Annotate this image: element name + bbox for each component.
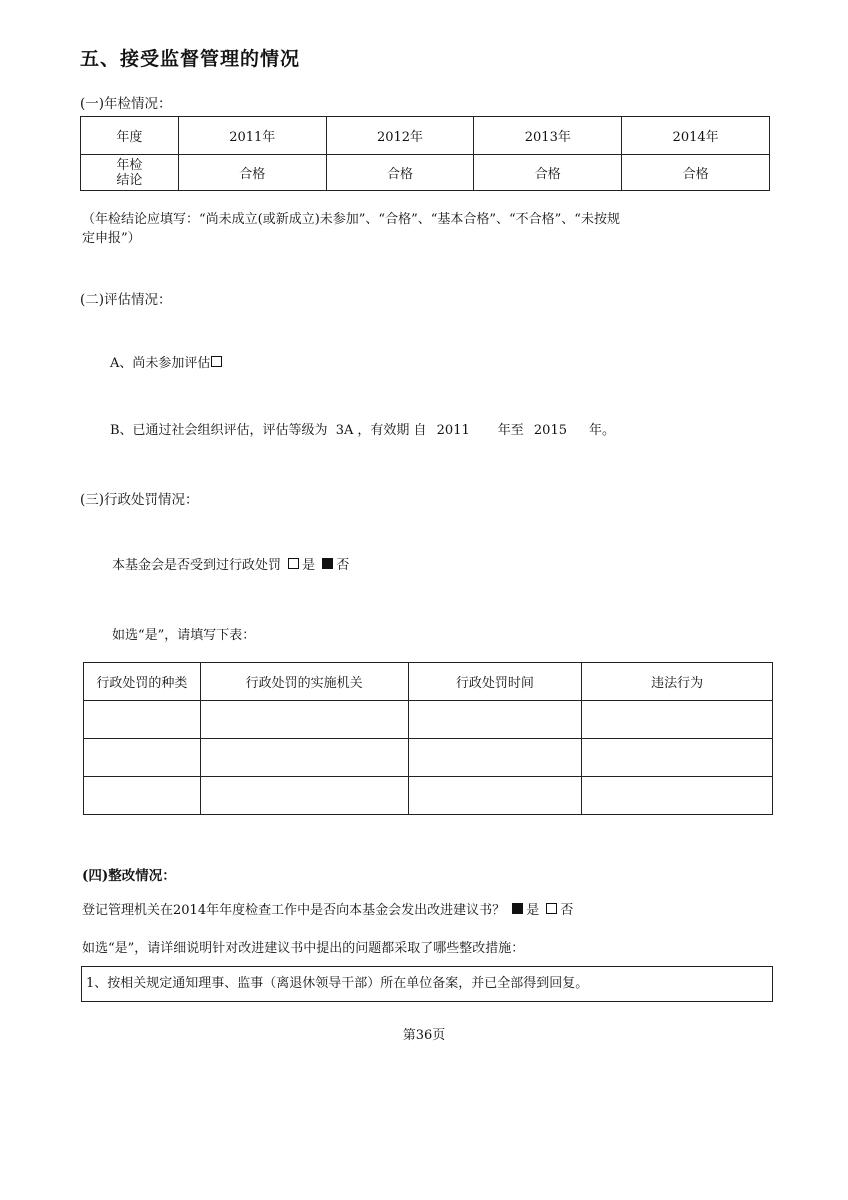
penalty-instruction: 如选“是”，请填写下表： [112,628,256,643]
option-a-label: A、尚未参加评估 [110,356,211,371]
rectification-yes-label: 是 [526,903,540,918]
result-cell: 合格 [178,155,326,191]
rectification-question: 登记管理机关在2014年年度检查工作中是否向本基金会发出改进建议书？ [82,903,506,918]
result-label: 年检 结论 [116,157,143,188]
table-cell[interactable] [84,739,201,777]
evaluation-heading: (二)评估情况： [80,292,172,308]
table-cell[interactable] [408,701,582,739]
rectification-measures-text: 1、按相关规定通知理事、监事（离退休领导干部）所在单位备案，并已全部得到回复。 [86,976,589,991]
inspection-note-line2: 定申报”） [82,231,141,246]
result-label-cell [81,155,179,191]
header-penalty-authority: 行政处罚的实施机关 [200,663,408,701]
table-cell[interactable] [84,777,201,815]
valid-to-year: 2015 [533,423,567,438]
header-violation: 违法行为 [582,663,773,701]
page-number: 第36页 [402,1028,446,1043]
result-cell: 合格 [326,155,474,191]
section-title: 五、接受监督管理的情况 [80,48,301,70]
penalty-table [83,662,773,815]
year-row [81,117,770,155]
penalty-question-line [112,554,349,573]
option-b-end: 年。 [589,423,616,438]
year-cell: 2012年 [326,117,474,155]
table-cell[interactable] [84,701,201,739]
result-row [81,155,770,191]
rectification-no-checkbox[interactable] [546,903,557,914]
penalty-no-label: 否 [336,558,350,573]
evaluation-option-a [110,352,225,371]
annual-inspection-heading: (一)年检情况： [80,96,172,112]
table-cell[interactable] [200,701,408,739]
annual-inspection-table [80,116,770,191]
rectification-heading: (四)整改情况： [82,868,176,884]
table-row [84,701,773,739]
table-row [84,777,773,815]
option-b-mid1: ，有效期 自 [357,423,427,438]
valid-from-year: 2011 [436,423,470,438]
header-penalty-type: 行政处罚的种类 [84,663,201,701]
year-cell: 2013年 [474,117,622,155]
penalty-yes-checkbox[interactable] [288,558,299,569]
penalty-question: 本基金会是否受到过行政处罚 [112,558,282,573]
table-cell[interactable] [200,739,408,777]
table-cell[interactable] [200,777,408,815]
table-cell[interactable] [582,777,773,815]
penalty-heading: (三)行政处罚情况： [80,492,199,508]
option-b-mid2: 年至 [497,423,524,438]
penalty-header-row [84,663,773,701]
penalty-yes-label: 是 [302,558,316,573]
table-cell[interactable] [582,739,773,777]
evaluation-grade: 3A [335,423,354,438]
header-penalty-time: 行政处罚时间 [408,663,582,701]
inspection-note-line1: （年检结论应填写：“尚未成立(或新成立)未参加”、“合格”、“基本合格”、“不合格”、“未按规 [82,212,620,227]
evaluation-option-b [110,419,615,438]
penalty-no-checkbox[interactable] [322,558,333,569]
table-cell[interactable] [408,777,582,815]
table-row [84,739,773,777]
table-cell[interactable] [408,739,582,777]
rectification-instruction: 如选“是”，请详细说明针对改进建议书中提出的问题都采取了哪些整改措施： [82,941,525,956]
result-cell: 合格 [474,155,622,191]
rectification-question-line [82,899,573,918]
option-b-prefix: B、已通过社会组织评估，评估等级为 [110,423,328,438]
rectification-no-label: 否 [560,903,574,918]
result-cell: 合格 [622,155,770,191]
year-cell: 2011年 [178,117,326,155]
option-a-checkbox[interactable] [211,356,222,367]
rectification-measures-box[interactable] [81,966,773,1002]
table-cell[interactable] [582,701,773,739]
year-label-cell: 年度 [81,117,179,155]
rectification-yes-checkbox[interactable] [512,903,523,914]
year-cell: 2014年 [622,117,770,155]
